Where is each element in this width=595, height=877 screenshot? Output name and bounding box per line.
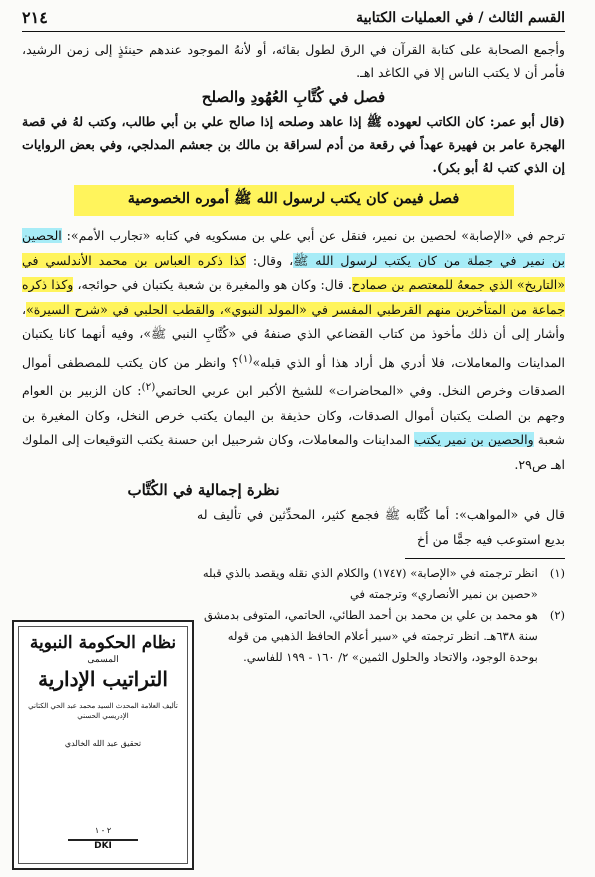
s2-p2-highlight: كذا ذكره العباس بن محمد الأندلسي في «التاريخ» الذي جمعهُ للمعتصم بن صمادح bbox=[22, 252, 566, 292]
footnote-1-number: (١) bbox=[549, 566, 565, 581]
book-volume: ٢ - ١ bbox=[94, 826, 112, 835]
book-title-line1: نظام الحكومة النبوية bbox=[29, 633, 177, 653]
section3-body: قال في «المواهب»: أما كُتَّابه ﷺ فجمع كثير، المحدِّثين في تأليف له بديع استوعب فيه جمًّا من أخ bbox=[197, 507, 565, 547]
footnote-mark-2[interactable]: (٢) bbox=[141, 381, 156, 394]
s2-p1-highlight: الحصين بن نمير في جملة من كان يكتب لرسول الله ﷺ bbox=[22, 228, 565, 268]
section1-body: (قال أبو عمر: كان الكاتب لعهوده ﷺ إذا عاهد وصلحه إذا صالح علي بن أبي طالب، وكتب لهُ في قصة الهجرة عامر بن فهيرة عهداً في رقعة من أدم لسراقة بن مالك بن جعشم المدلجي، وفي بعض الروايات إن الذي كتب لهُ أبو بكر). bbox=[22, 114, 565, 175]
s2-p2-after: . قال: وكان هو والمغيرة بن شعبة يكتبان في حوائجه، bbox=[73, 277, 352, 292]
book-author: تأليف العلامة المحدث السيد محمد عبد الحي الكتاني الإدريسي الحسني bbox=[28, 702, 178, 720]
footnote-1 bbox=[197, 563, 565, 605]
book-title-line2: التراتيب الإدارية bbox=[38, 667, 168, 691]
section3 bbox=[22, 481, 565, 552]
footnote-1-text: انظر ترجمته في «الإصابة» (١٧٤٧) والكلام الذي نقله ويقصد بالذي قبله «حصين بن نمير الأنصاري» وترجمته في bbox=[202, 566, 538, 602]
page-header bbox=[22, 8, 565, 32]
page-number: ٢١٤ bbox=[22, 8, 48, 27]
s2-p5: : كان الزبير بن العوام وجهم بن الصلت يكتبان أموال الصدقات، وكان حذيفة بن اليمان يكتب خرص النخل، وكان المغيرة بن شعبة bbox=[22, 383, 565, 448]
section2-body bbox=[22, 224, 565, 477]
section-title: القسم الثالث / في العمليات الكتابية bbox=[356, 9, 565, 26]
footnote-mark-1[interactable]: (١) bbox=[238, 352, 253, 365]
section1-title: فصل في كُتَّابِ العُهُودِ والصلح bbox=[201, 88, 386, 106]
footnote-2-number: (٢) bbox=[549, 608, 565, 623]
section2-title: فصل فيمن كان يكتب لرسول الله ﷺ أموره الخصوصية bbox=[74, 185, 514, 216]
footnotes bbox=[197, 558, 565, 668]
s2-p5-after: المداينات والمعاملات، وكان شرحبيل ابن حسنة يكتب التوقيعات إلى الملوك اهـ ص٢٩. bbox=[22, 432, 565, 472]
book-editor: تحقيق عبد الله الخالدي bbox=[64, 739, 142, 748]
section3-title: نظرة إجمالية في الكُتَّاب bbox=[127, 481, 280, 500]
book-subtitle: المسمى bbox=[87, 655, 119, 665]
s2-p1-after: ، وقال: bbox=[252, 252, 294, 268]
book-cover-image bbox=[12, 620, 194, 870]
intro-paragraph: وأجمع الصحابة على كتابة القرآن في الرق لطول بقائه، أو لأنهُ الموجود عندهم حينئذٍ إلى زمن الرشيد، فأمر أن لا يكتب الناس إلا في الكاغد اهـ. bbox=[22, 42, 565, 80]
s2-p3-after: ، وأشار إلى أن ذلك مأخوذ من كتاب القضاعي الذي صنفهُ في «كُتَّابِ النبي ﷺ»، وفيه أنهما كانا يكتبان المداينات والمعاملات، فلا أدري هل أراد هذا أو الذي قبله» bbox=[22, 301, 565, 370]
s2-p1: ترجم في «الإصابة» لحصين بن نمير، فنقل عن أبي علي بن مسكويه في كتابه «تجارب الأمم»: bbox=[66, 228, 565, 243]
s2-p4: ؟ وانظر من كان يكتب للمصطفى أموال الصدقات وخرص النخل. وفي «المحاضرات» للشيخ الأكبر ابن عربي الحاتمي bbox=[22, 354, 565, 399]
s2-p5-highlight: والحصين بن نمير يكتب bbox=[414, 432, 534, 448]
s2-p3-highlight: وكذا ذكره جماعة من المتأخرين منهم القرطبي المفسر في «المولد النبوي»، والقطب الحلبي في «شرح السيرة» bbox=[22, 277, 565, 317]
footnote-2 bbox=[197, 605, 565, 668]
footnote-2-text: هو محمد بن علي بن محمد بن أحمد الطائي، الحاتمي، المتوفى بدمشق سنة ٦٣٨هـ. انظر ترجمته في «سير أعلام الحافظ الذهبي من قوله بوحدة الوجود، والاتحاد والحلول الثمين» ٢/ ١٦٠ - ١٩٩ للفاسي. bbox=[203, 608, 538, 665]
publisher-logo: DKI bbox=[68, 839, 138, 857]
footnote-rule bbox=[405, 558, 565, 559]
